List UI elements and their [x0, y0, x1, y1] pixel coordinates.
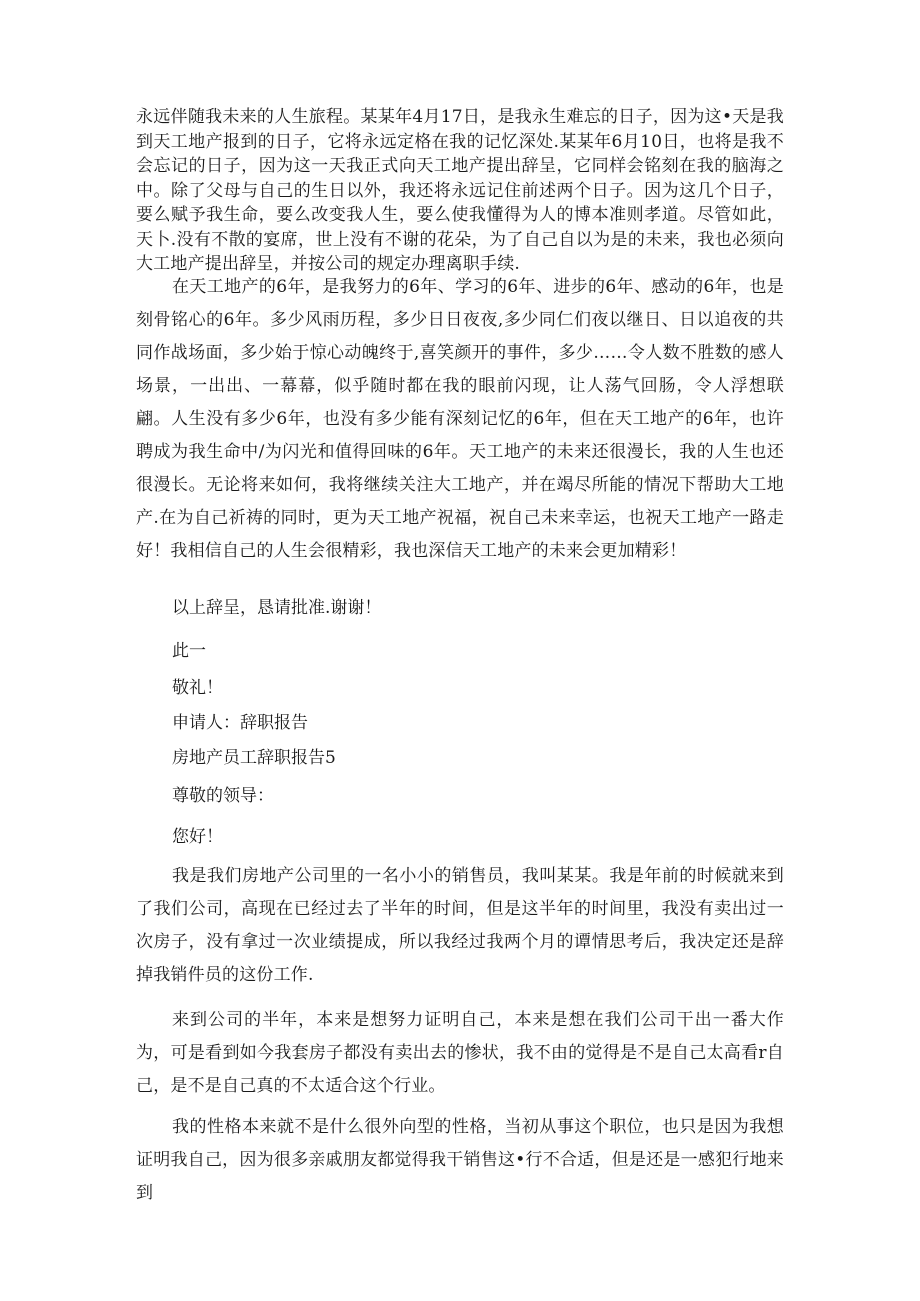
paragraph-six-years: 在天工地产的6年，是我努力的6年、学习的6年、进步的6年、感动的6年，也是刻骨铭心的6年。多少风雨历程，多少日日夜夜,多少同仁们夜以继日、日以追夜的共同作战场面，多少始于惊心动魄终于,喜笑颜开的事件，多少……令人数不胜数的感人场景，一出出、一幕幕，似乎随时都在我的眼前闪现，让人荡气回肠，令人浮想联翩。人生没有多少6年，也没有多少能有深刻记忆的6年，但在天工地产的6年，也许聘成为我生命中/为闪光和值得回味的6年。天工地产的未来还很漫长，我的人生也还很漫长。无论将来如何，我将继续关注大工地产，并在竭尽所能的情况下帮助大工地产.在为自己祈祷的同时，更为天工地产祝福，祝自己未来幸运，也祝天工地产一路走好！我相信自己的人生会很精彩，我也深信天工地产的未来会更加精彩！: [136, 277, 784, 561]
paragraph-salesperson: 我是我们房地产公司里的一名小小的销售员，我叫某某。我是年前的时候就来到了我们公司，高现在已经过去了半年的时间，但是这半年的时间里，我没有卖出过一次房子，没有拿过一次业绩提成，所以我经过我两个月的谭情思考后，我决定还是辞掉我销件员的这份工作.: [136, 866, 784, 985]
closing-cizhi-line: 此一: [172, 641, 206, 661]
greeting-line: 您好！: [172, 827, 223, 847]
paragraph-personality: 我的性格本来就不是什么很外向型的性格，当初从事这个职位，也只是因为我想证明我自己，因为很多亲戚朋友都觉得我干销售这•行不合适，但是还是一感犯行地来到: [136, 1117, 784, 1203]
request-approval-line: 以上辞呈，恳请批准.谢谢！: [172, 598, 382, 618]
salutation-line: 尊敬的领导：: [172, 786, 274, 806]
section-title: 房地产员工辞职报告5: [172, 748, 336, 768]
paragraph-resignation-intro: 永远伴随我未来的人生旅程。某某年4月17日，是我永生难忘的日子，因为这•天是我到天工地产报到的日子，它将永远定格在我的记忆深处.某某年6月10日，也将是我不会忘记的日子，因为这一天我正式向天工地产提出辞呈，它同样会铭刻在我的脑海之中。除了父母与自己的生日以外，我还将永远记住前述两个日子。因为这几个日子，要么赋予我生命，要么改变我人生，要么使我懂得为人的博本准则孝道。尽管如此，天卜.没有不散的宴席，世上没有不谢的花朵，为了自己自以为是的未来，我也必须向大工地产提出辞呈，并按公司的规定办理离职手续.: [136, 107, 784, 274]
applicant-line: 申请人：辞职报告: [172, 713, 308, 733]
paragraph-half-year: 来到公司的半年，本来是想努力证明自己，本来是想在我们公司干出一番大作为，可是看到如今我套房子都没有卖出去的惨状，我不由的觉得是不是自己太高看r自己，是不是自己真的不太适合这个行业。: [136, 1010, 784, 1096]
closing-salute-line: 敬礼！: [172, 678, 223, 698]
